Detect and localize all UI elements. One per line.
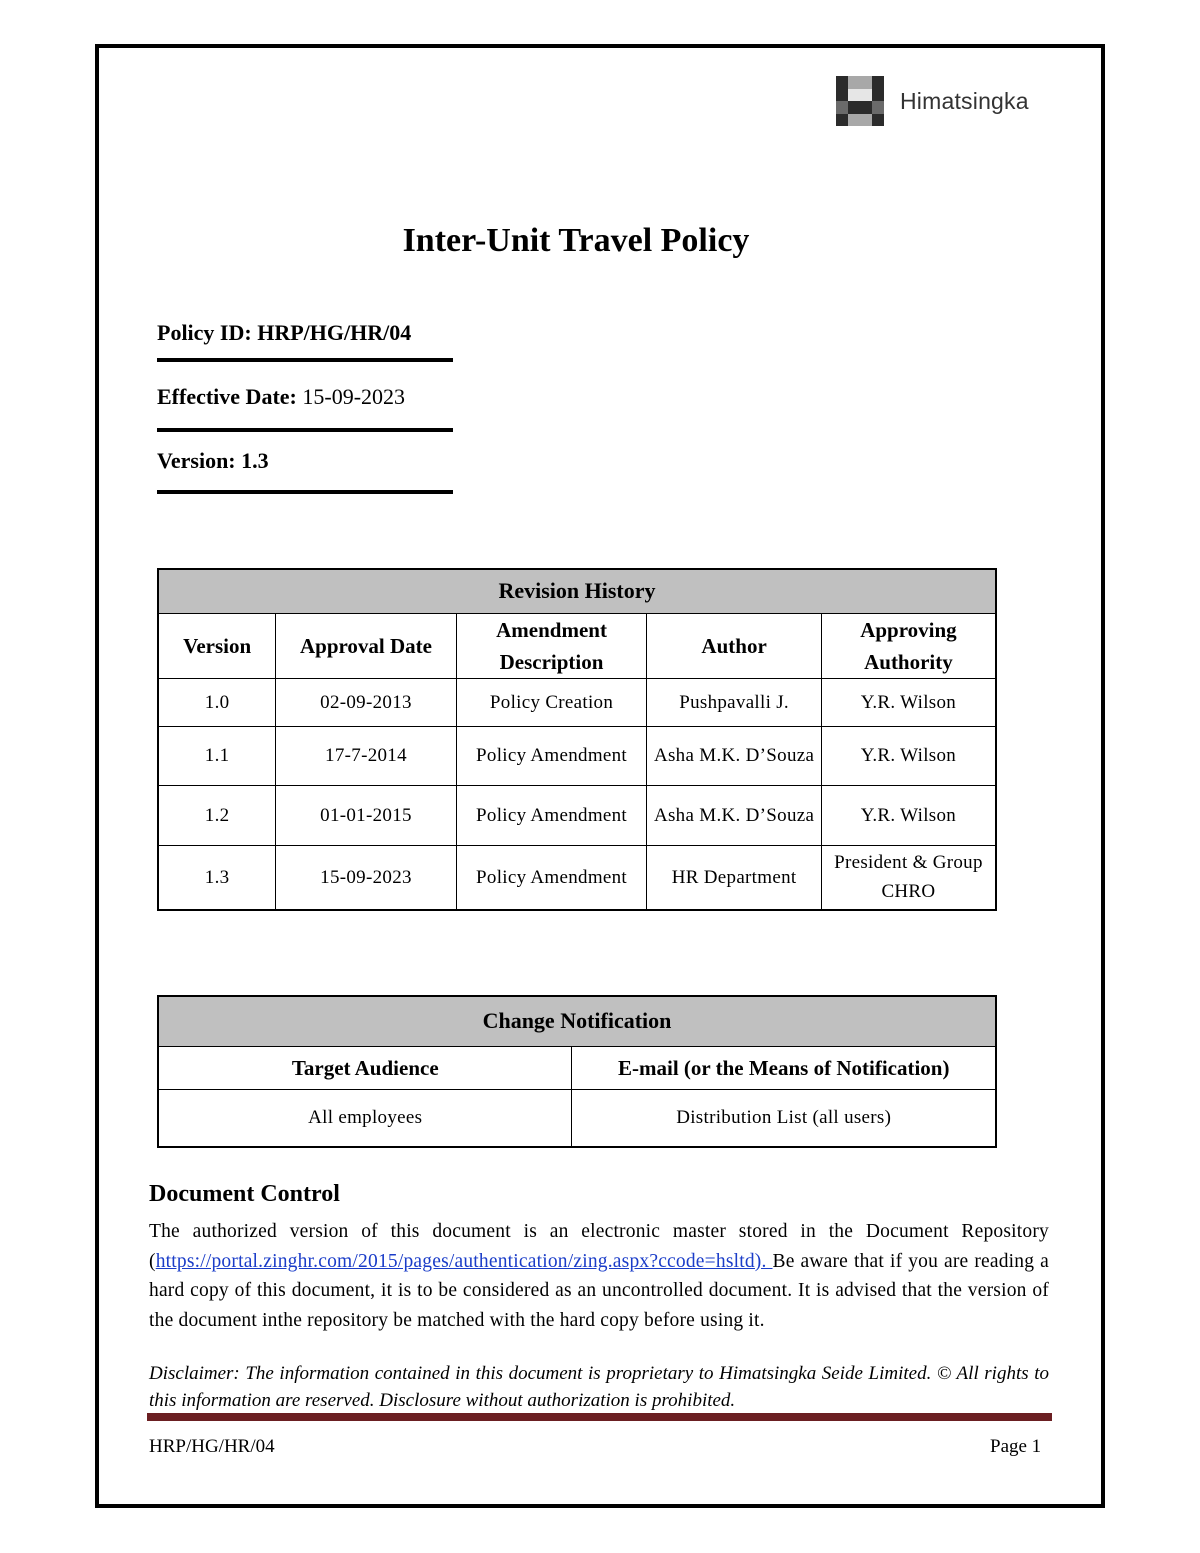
revision-cell: Policy Amendment [456, 726, 647, 785]
revision-history-caption: Revision History [158, 569, 996, 613]
revision-cell: Asha M.K. D’Souza [647, 785, 822, 845]
document-control-text [149, 1217, 1049, 1335]
revision-history-table [157, 568, 997, 911]
effective-date-rule [157, 428, 453, 432]
revision-cell: 17-7-2014 [276, 726, 457, 785]
notification-header-cell: Target Audience [158, 1046, 572, 1089]
table-row [158, 678, 996, 726]
revision-cell: 01-01-2015 [276, 785, 457, 845]
revision-cell: Y.R. Wilson [821, 785, 996, 845]
revision-cell: Pushpavalli J. [647, 678, 822, 726]
version [157, 448, 269, 474]
effective-date [157, 384, 405, 410]
revision-cell: 02-09-2013 [276, 678, 457, 726]
footer-page-number: Page 1 [990, 1436, 1042, 1457]
notification-header-cell: E-mail (or the Means of Notification) [572, 1046, 996, 1089]
document-control-text-start: The authorized version of this document is an electronic master stored in the Document Repository ( [149, 1221, 1049, 1272]
revision-cell: 1.0 [158, 678, 276, 726]
document-title: Inter-Unit Travel Policy [402, 222, 750, 259]
revision-header-cell: Approving Authority [821, 613, 996, 678]
effective-date-value: 15-09-2023 [302, 384, 406, 409]
footer-doc-id: HRP/HG/HR/04 [149, 1436, 275, 1457]
revision-cell: Policy Amendment [456, 845, 647, 910]
footer-rule [147, 1413, 1052, 1421]
notification-cell: All employees [158, 1089, 572, 1147]
policy-id-rule [157, 358, 453, 362]
change-notification-caption: Change Notification [158, 996, 996, 1046]
company-logo [836, 76, 1029, 126]
table-row [158, 845, 996, 910]
document-control-text-end: Be aware that if you are reading a hard copy of this document, it is to be considered as an uncontrolled document. It is advised that the version of the document inthe repository be matched with the hard copy before using it. [149, 1250, 1049, 1331]
revision-header-cell: Author [647, 613, 822, 678]
revision-cell: Y.R. Wilson [821, 678, 996, 726]
revision-header-cell: Version [158, 613, 276, 678]
revision-cell: 1.2 [158, 785, 276, 845]
revision-cell: President & Group CHRO [821, 845, 996, 910]
policy-id-label: Policy ID: [157, 320, 252, 345]
policy-id-value: HRP/HG/HR/04 [257, 320, 412, 345]
company-name: Himatsingka [900, 87, 1029, 114]
revision-cell: 15-09-2023 [276, 845, 457, 910]
table-row [158, 1089, 996, 1147]
h-pixel-logo-icon [836, 76, 884, 126]
document-repository-link[interactable]: https://portal.zinghr.com/2015/pages/authentication/zing.aspx?ccode=hsltd). [155, 1250, 773, 1272]
effective-date-label: Effective Date: [157, 384, 297, 409]
version-rule [157, 490, 453, 494]
document-control-heading: Document Control [149, 1181, 340, 1207]
disclaimer-text: Disclaimer: The information contained in this document is proprietary to Himatsingka Seide Limited. © All rights to this information are reserved. Disclosure without authorization is prohibited. [149, 1363, 1049, 1411]
revision-cell: Policy Amendment [456, 785, 647, 845]
change-notification-table [157, 995, 997, 1148]
revision-cell: Asha M.K. D’Souza [647, 726, 822, 785]
revision-header-cell: Approval Date [276, 613, 457, 678]
revision-cell: Policy Creation [456, 678, 647, 726]
table-row [158, 785, 996, 845]
revision-cell: HR Department [647, 845, 822, 910]
version-value: 1.3 [241, 448, 269, 473]
notification-cell: Distribution List (all users) [572, 1089, 996, 1147]
revision-header-cell: Amendment Description [456, 613, 647, 678]
revision-cell: 1.1 [158, 726, 276, 785]
revision-cell: Y.R. Wilson [821, 726, 996, 785]
table-row [158, 726, 996, 785]
policy-id [157, 320, 411, 346]
version-label: Version: [157, 448, 236, 473]
revision-cell: 1.3 [158, 845, 276, 910]
